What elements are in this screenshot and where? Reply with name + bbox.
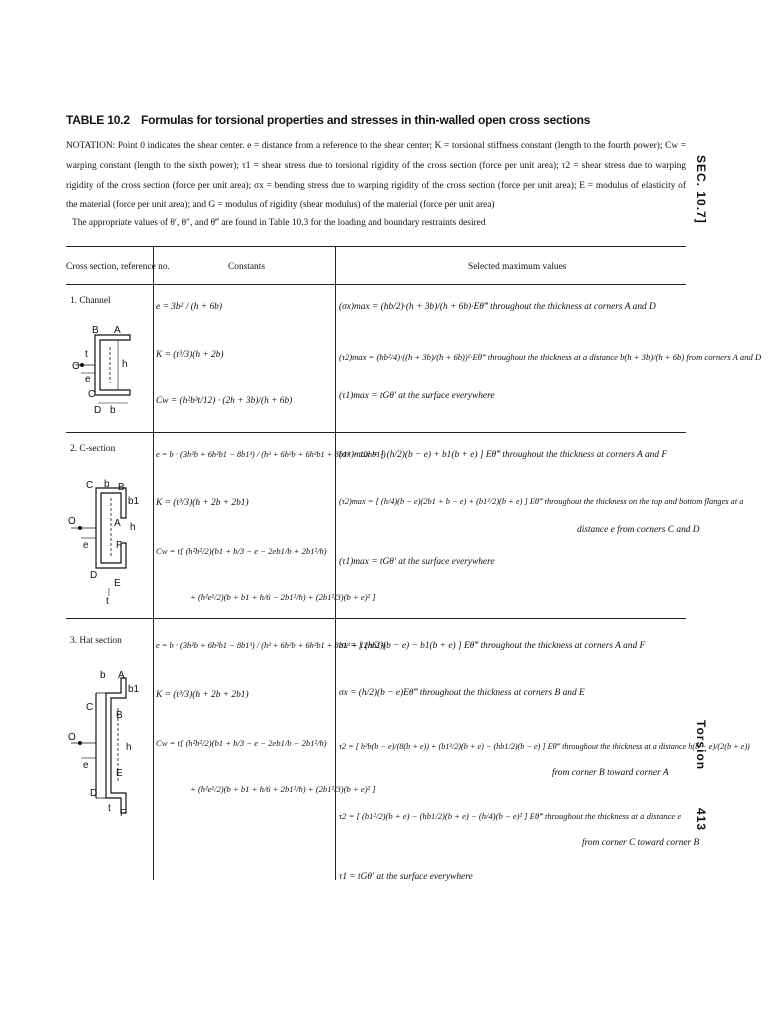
fig2-label-b-upper: B xyxy=(118,482,125,493)
table-label: TABLE 10.2 xyxy=(66,113,130,127)
fig3-label-o: O xyxy=(68,732,76,743)
row1-constant-e: e = 3b² / (h + 6b) xyxy=(156,302,222,312)
header-rule xyxy=(66,284,686,285)
fig1-label-t: t xyxy=(85,349,88,360)
fig3-label-e-upper: E xyxy=(116,768,123,779)
row1-rule xyxy=(66,432,686,433)
fig3-label-f: F xyxy=(120,808,127,819)
fig1-label-b-upper: B xyxy=(92,325,99,336)
table-title: Formulas for torsional properties and stresses in thin-walled open cross sections xyxy=(140,113,591,127)
fig2-label-d: D xyxy=(90,570,98,581)
column-rule-1 xyxy=(153,246,154,880)
row2-rule xyxy=(66,618,686,619)
sidebar-page-number: 413 xyxy=(694,808,708,832)
appropriate-values-note: The appropriate values of θ′, θ″, and θ‴ are found in Table 10.3 for the loading and boundary restraints desired xyxy=(72,218,486,228)
fig1-label-o: O xyxy=(72,361,80,372)
table-title-block xyxy=(66,113,706,127)
fig2-label-h: h xyxy=(130,522,136,533)
fig2-label-a: A xyxy=(114,518,121,529)
fig3-label-b-upper: B xyxy=(116,710,123,721)
row1-constant-cw: Cw = (h²b³t/12) · (2h + 3b)/(h + 6b) xyxy=(156,396,293,406)
fig2-label-t: t xyxy=(106,596,109,607)
fig3-label-b1: b1 xyxy=(128,684,140,695)
fig2-label-e-upper: E xyxy=(114,578,121,589)
row1-name: 1. Channel xyxy=(70,296,111,306)
row3-value-tau2-a: τ2 = [ h²b(b − e)/(8(b + e)) + (b1²/2)(b + e) − (hb1/2)(b − e) ] Eθ‴ throughout the thickness at a distance h(b − e)/(2(b + e)) xyxy=(339,742,750,751)
row3-constant-k: K = (t³/3)(h + 2b + 2b1) xyxy=(156,690,249,700)
c-section-figure xyxy=(66,478,151,607)
fig2-label-c: C xyxy=(86,480,94,491)
fig2-label-e: e xyxy=(83,540,89,551)
row2-value-tau2-cont: distance e from corners C and D xyxy=(577,525,700,535)
channel-section-figure xyxy=(70,325,150,415)
table-top-rule xyxy=(66,246,686,247)
row3-value-tau2-b-cont: from corner C toward corner B xyxy=(582,838,700,848)
row3-value-tau2-a-cont: from corner B toward corner A xyxy=(552,768,669,778)
fig3-label-e: e xyxy=(83,760,89,771)
row3-constant-e: e = b · (3h²b + 6h²b1 − 8b1³) / (h³ + 6h²b + 6h²b1 + 8b1³ + 12hb1²) xyxy=(156,641,386,650)
header-cross-section: Cross section, reference no. xyxy=(66,262,170,272)
row2-constant-k: K = (t³/3)(h + 2b + 2b1) xyxy=(156,498,249,508)
fig2-label-o: O xyxy=(68,516,76,527)
notation-paragraph: NOTATION: Point 0 indicates the shear center. e = distance from a reference to the shear center; K = torsional stiffness constant (length to the fourth power); Cw = warping constant (length to the sixth power); τ1 = shear stress due to torsional rigidity of the cross section (force per unit area); τ2 = shear stress due to warping rigidity of the cross section (force per unit area); σx = bending stress due to warping rigidity of the cross section (force per unit area); E = modulus of elasticity of the material (force per unit area); and G = modulus of rigidity (shear modulus) of the material (force per unit area) xyxy=(66,141,686,211)
fig3-label-d: D xyxy=(90,788,98,799)
row2-constant-e: e = b · (3h²b + 6h²b1 − 8b1³) / (h³ + 6h²b + 6h²b1 + 8b1³ − 12hb1²) xyxy=(156,450,386,459)
fig1-label-e: e xyxy=(85,374,91,385)
row3-name: 3. Hat section xyxy=(70,636,122,646)
hat-section-figure xyxy=(66,668,151,818)
fig1-label-a: A xyxy=(114,325,121,336)
row2-value-tau1: (τ1)max = tGθ′ at the surface everywhere xyxy=(339,557,495,567)
fig3-label-a: A xyxy=(118,670,125,681)
fig2-label-b1: b1 xyxy=(128,496,140,507)
sidebar-section: SEC. 10.7] xyxy=(694,155,708,224)
row2-value-tau2: (τ2)max = [ (h/4)(b − e)(2b1 + b − e) + (b1²/2)(b + e) ] Eθ‴ throughout the thickness on the top and bottom flanges at a xyxy=(339,497,744,506)
row3-constant-cw-2: + (h²e²/2)(b + b1 + h/6 + 2b1²/h) + (2b1²/3)(b + e)² ] xyxy=(190,784,376,794)
row2-constant-cw-2: + (h²e²/2)(b + b1 + h/6 − 2b1²/h) + (2b1²/3)(b + e)² ] xyxy=(190,592,376,602)
header-max-values: Selected maximum values xyxy=(468,262,567,272)
fig1-label-b-lower: b xyxy=(110,405,116,416)
row1-value-tau1: (τ1)max = tGθ′ at the surface everywhere xyxy=(339,391,495,401)
row2-name: 2. C-section xyxy=(70,444,116,454)
row1-constant-k: K = (t³/3)(h + 2b) xyxy=(156,350,224,360)
row2-constant-cw-1: Cw = t[ (h²b²/2)(b1 + b/3 − e − 2eb1/b + 2b1²/h) xyxy=(156,546,327,556)
fig3-label-t: t xyxy=(108,803,111,814)
fig1-label-d: D xyxy=(94,405,102,416)
row1-value-sigma: (σx)max = (hb/2)·(h + 3b)/(h + 6b)·Eθ‴ throughout the thickness at corners A and D xyxy=(339,302,656,312)
row3-value-sigma-be: σx = (h/2)(b − e)Eθ‴ throughout the thickness at corners B and E xyxy=(339,688,585,698)
fig1-label-c: C xyxy=(88,389,96,400)
fig3-label-h: h xyxy=(126,742,132,753)
row2-value-sigma: (σx)max = [ (h/2)(b − e) + b1(b + e) ] Eθ‴ throughout the thickness at corners A and F xyxy=(339,450,668,460)
row3-constant-cw-1: Cw = t[ (h²b²/2)(b1 + b/3 − e − 2eb1/b − 2b1²/h) xyxy=(156,738,327,748)
row3-value-tau2-b: τ2 = [ (b1²/2)(b + e) − (hb1/2)(b + e) − (h/4)(b − e)² ] Eθ‴ throughout the thickness at a distance e xyxy=(339,811,682,821)
row1-value-tau2: (τ2)max = (hb²/4)·((h + 3b)/(h + 6b))²·Eθ‴ throughout the thickness at a distance b(h + 3b)/(h + 6b) from corners A and D xyxy=(339,352,762,362)
row3-value-sigma-af: σx = [ (h/2)(b − e) − b1(b + e) ] Eθ‴ throughout the thickness at corners A and F xyxy=(339,641,646,651)
fig2-label-f: F xyxy=(116,540,123,551)
fig1-label-h: h xyxy=(122,359,128,370)
row3-value-tau1: τ1 = tGθ′ at the surface everywhere xyxy=(339,872,473,882)
sidebar-chapter: Torsion xyxy=(694,720,708,771)
fig3-label-c: C xyxy=(86,702,94,713)
fig3-label-b: b xyxy=(100,670,106,681)
header-constants: Constants xyxy=(228,262,265,272)
fig2-label-b: b xyxy=(104,479,110,490)
